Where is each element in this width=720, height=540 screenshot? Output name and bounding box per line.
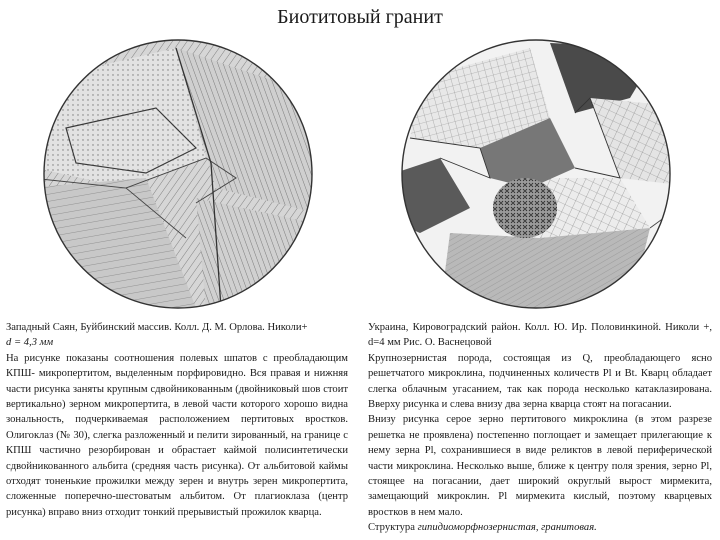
caption-right <box>368 320 712 536</box>
caption-right-paragraph-1: Крупнозернистая порода, состоящая из Q, преобладающего ясно решетчатого микроклина, подчиненных количеств Pl и Bt. Кварц обладает слегка облачным угасанием, так как порода несколько катаклазирована. Вверху рисунка и слева внизу два зерна кварца стоят на погасании. <box>368 352 712 411</box>
page-title: Биотитовый гранит <box>277 6 443 28</box>
caption-right-source: Украина, Кировоградский район. Колл. Ю. Ир. Половинкиной. Николи +, d=4 мм Рис. О. Васнецовой <box>368 322 712 349</box>
caption-left-scale: d = 4,3 мм <box>6 337 54 349</box>
structure-label: Структура <box>368 522 415 534</box>
micrograph-right <box>360 38 712 310</box>
caption-right-paragraph-2: Внизу рисунка серое зерно пертитового микроклина (в этом разрезе решетка не проявлена) постепенно поглощает и замещает прилегающие к нему зерна Pl, сохранившиеся в виде реликтов в левой периферической части микроклина. Несколько выше, ближе к центру поля зрения, зерно Pl, стоящее на погасании, дает широкий округлый вырост мирмекита, замещающий микроклин. Pl мирмекита кислый, поэтому кварцевых вростков в нем мало. <box>368 414 712 518</box>
caption-left-source: Западный Саян, Буйбинский массив. Колл. Д. М. Орлова. Николи+ <box>6 322 308 333</box>
structure-value: гипидиоморфнозернистая, гранитовая. <box>417 522 597 534</box>
caption-right-structure <box>368 520 712 535</box>
caption-left-description: На рисунке показаны соотношения полевых шпатов с преобладающим КПШ- микропертитом, выделенным порфировидно. Вся правая и нижняя части рисунка заняты крупным сдвойникованным (двойниковый шов стоит вертикально) зерном микропертита, в левой части которого хорошо видна зональность, подчеркиваемая расположением пертитовых вростков. Олигоклаз (№ 30), слегка разложенный и пелити зированный, на границе с КПШ частично резорбирован и обрастает каймой полисинтетически сдвойникованного альбита (средняя часть рисунка). От альбитовой каймы отходят тоненькие прожилки между зерен и внутрь зерен микропертита, сложенные поперечно-шестоватым альбитом. От плагиоклаза (центр рисунка) вправо вниз отходит тонкий прерывистый прожилок кварца. <box>6 352 348 518</box>
caption-left <box>6 320 348 520</box>
micrograph-left <box>6 38 350 310</box>
